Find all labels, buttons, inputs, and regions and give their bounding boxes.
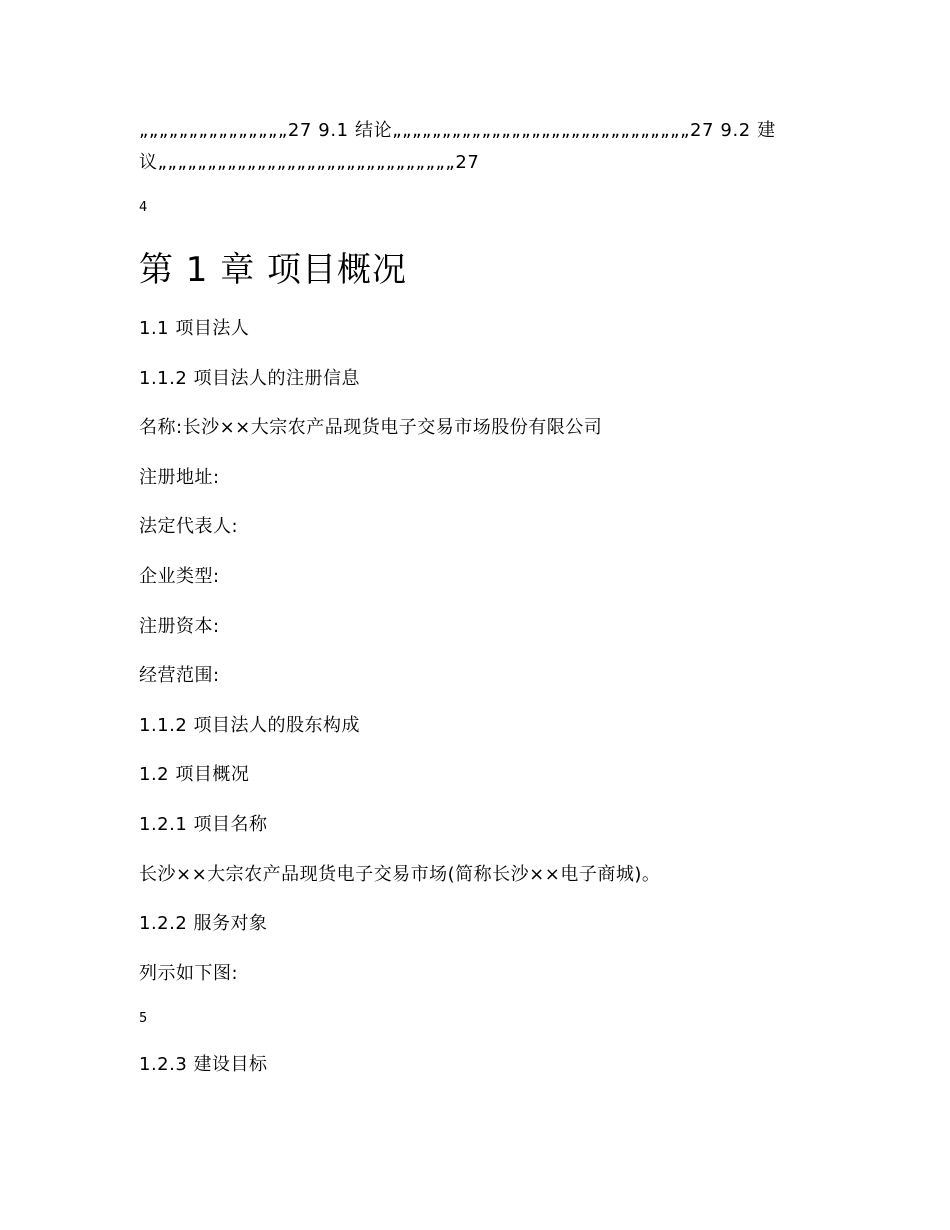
page-number: 4 — [139, 200, 148, 215]
business-scope-line: 经营范围: — [139, 665, 220, 686]
company-type-line: 企业类型: — [139, 566, 220, 587]
company-name-line: 名称:长沙××大宗农产品现货电子交易市场股份有限公司 — [139, 417, 603, 438]
section-heading-1-1: 1.1 项目法人 — [139, 318, 250, 339]
chapter-title: 第 1 章 项目概况 — [139, 250, 408, 290]
toc-line-2: 议„„„„„„„„„„„„„„„„„„„„„„„„„„„„„„27 — [139, 152, 480, 173]
legal-representative-line: 法定代表人: — [139, 516, 239, 537]
subsection-heading-shareholders: 1.1.2 项目法人的股东构成 — [139, 715, 361, 736]
figure-note-line: 列示如下图: — [139, 963, 239, 984]
toc-line-1: „„„„„„„„„„„„„„„27 9.1 结论„„„„„„„„„„„„„„„„„„„„„„„„„„„„„„27 9.2 建 — [139, 120, 776, 141]
subsection-heading-registration: 1.1.2 项目法人的注册信息 — [139, 368, 361, 389]
toc-continuation — [139, 115, 799, 179]
registered-capital-line: 注册资本: — [139, 616, 220, 637]
project-name-line: 长沙××大宗农产品现货电子交易市场(简称长沙××电子商城)。 — [139, 864, 661, 885]
subsection-heading-project-name: 1.2.1 项目名称 — [139, 814, 268, 835]
page-number: 5 — [139, 1011, 148, 1026]
subsection-heading-service-targets: 1.2.2 服务对象 — [139, 913, 268, 934]
registered-address-line: 注册地址: — [139, 467, 220, 488]
section-heading-1-2: 1.2 项目概况 — [139, 764, 250, 785]
subsection-heading-goals: 1.2.3 建设目标 — [139, 1054, 268, 1075]
